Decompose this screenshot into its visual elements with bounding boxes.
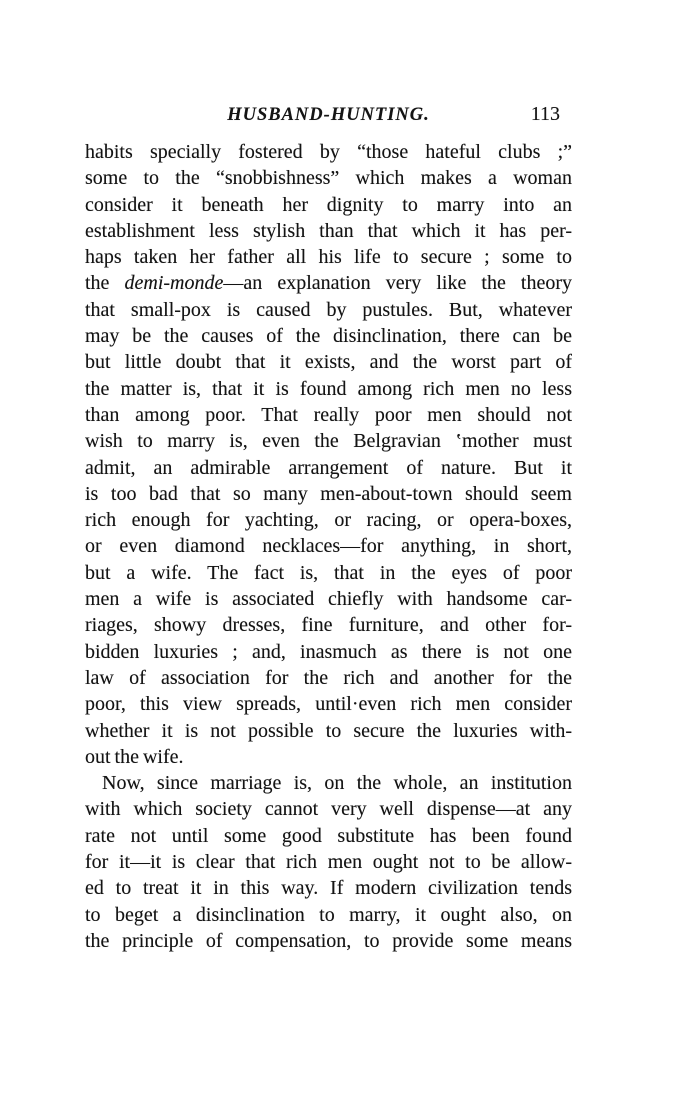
text-line: that small-pox is caused by pustules. But, whatever (85, 298, 572, 321)
text-line: is too bad that so many men-about-town should seem (85, 482, 572, 505)
text-line: habits specially fostered by “those hateful clubs ;” (85, 141, 572, 163)
text-line: but a wife. The fact is, that in the eyes of poor (85, 561, 572, 584)
text-line (85, 270, 572, 296)
body-text (85, 139, 572, 954)
text-line: to beget a disinclination to marry, it ought also, on (85, 903, 572, 926)
text-line: wish to marry is, even the Belgravian ‛mother must (85, 430, 572, 453)
text-line paragraph-end: out the wife. (85, 745, 184, 768)
text-line: with which society cannot very well dispense—at any (85, 798, 572, 821)
text-line: law of association for the rich and another for the (85, 666, 572, 689)
text-line: riages, showy dresses, fine furniture, and other for- (85, 614, 572, 637)
italic-phrase: demi-monde (124, 272, 224, 295)
text-line: consider it beneath her dignity to marry into an (85, 193, 572, 216)
page-number: 113 (530, 103, 560, 125)
text-line: but little doubt that it exists, and the worst part of (85, 351, 572, 374)
text-line: the principle of compensation, to provide some means (85, 929, 572, 952)
text-segment: the (85, 272, 125, 295)
text-line: establishment less stylish than that which it has per- (85, 219, 572, 242)
running-head (85, 103, 572, 128)
text-line: for it—it is clear that rich men ought not to be allow- (85, 851, 572, 874)
text-line: rich enough for yachting, or racing, or opera-boxes, (85, 509, 572, 532)
text-line: ed to treat it in this way. If modern civilization tends (85, 877, 572, 900)
text-line: may be the causes of the disinclination, there can be (85, 325, 572, 348)
text-line: bidden luxuries ; and, inasmuch as there is not one (85, 640, 572, 663)
text-line: poor, this view spreads, until·even rich men consider (85, 693, 572, 716)
text-line: some to the “snobbishness” which makes a woman (85, 167, 572, 190)
text-line: the matter is, that it is found among rich men no less (85, 377, 572, 400)
text-line: or even diamond necklaces—for anything, in short, (85, 535, 572, 558)
text-line: men a wife is associated chiefly with handsome car- (85, 588, 572, 611)
text-line: whether it is not possible to secure the luxuries with- (85, 719, 572, 742)
chapter-title: HUSBAND-HUNTING. (227, 105, 430, 125)
text-line: rate not until some good substitute has been found (85, 824, 572, 847)
text-line paragraph-start: Now, since marriage is, on the whole, an institution (102, 772, 572, 795)
text-segment: —an explanation very like the theory (223, 272, 572, 295)
text-line: haps taken her father all his life to secure ; some to (85, 246, 572, 269)
text-line: admit, an admirable arrangement of nature. But it (85, 456, 572, 479)
text-line: than among poor. That really poor men should not (85, 403, 572, 426)
